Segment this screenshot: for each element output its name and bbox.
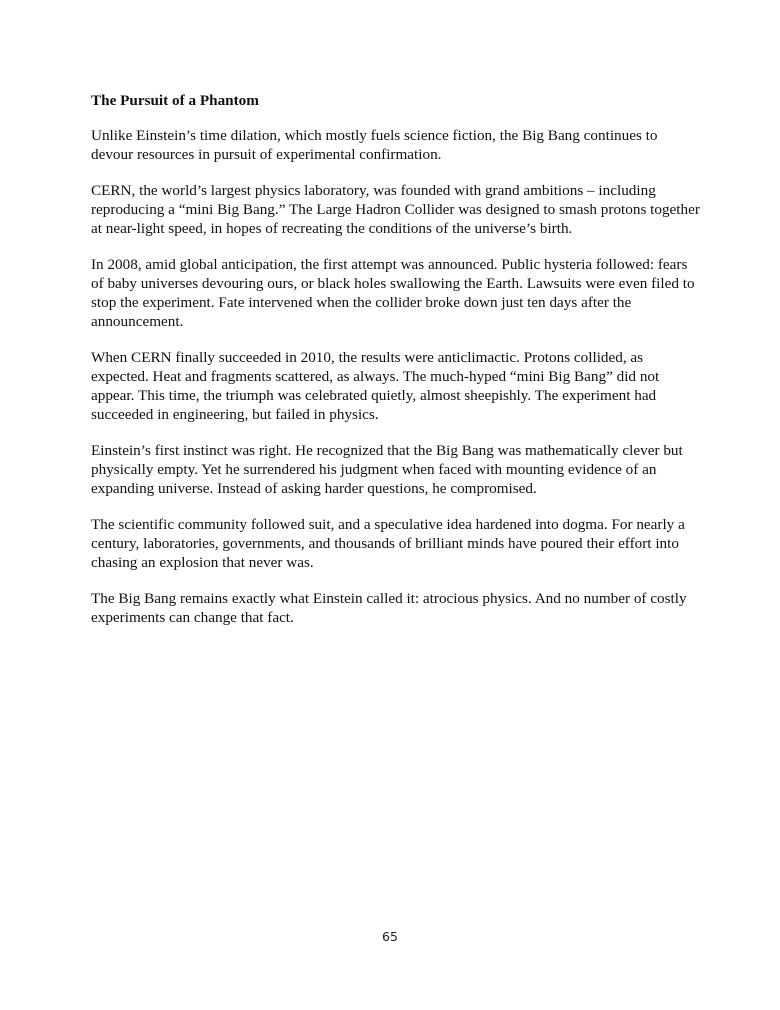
paragraph: In 2008, amid global anticipation, the first attempt was announced. Public hysteria followed: fears of baby universes devouring ours, or black holes swallowing the Earth. Lawsuits were even filed to stop the experiment. Fate intervened when the collider broke down just ten days after the announcement.: [91, 256, 695, 330]
paragraph: When CERN finally succeeded in 2010, the results were anticlimactic. Protons collided, as expected. Heat and fragments scattered, as always. The much-hyped “mini Big Bang” did not appear. This time, the triumph was celebrated quietly, almost sheepishly. The experiment had succeeded in engineering, but failed in physics.: [91, 349, 660, 423]
page-content: [91, 91, 703, 644]
paragraph: The Big Bang remains exactly what Einstein called it: atrocious physics. And no number of costly experiments can change that fact.: [91, 590, 687, 626]
page-number: 65: [382, 929, 398, 944]
paragraph: Unlike Einstein’s time dilation, which mostly fuels science fiction, the Big Bang continues to devour resources in pursuit of experimental confirmation.: [91, 127, 658, 163]
paragraph: The scientific community followed suit, and a speculative idea hardened into dogma. For nearly a century, laboratories, governments, and thousands of brilliant minds have poured their effort into chasing an explosion that never was.: [91, 516, 685, 571]
section-title: The Pursuit of a Phantom: [91, 92, 259, 109]
paragraph: Einstein’s first instinct was right. He recognized that the Big Bang was mathematically clever but physically empty. Yet he surrendered his judgment when faced with mounting evidence of an expanding universe. Instead of asking harder questions, he compromised.: [91, 442, 683, 497]
paragraph: CERN, the world’s largest physics laboratory, was founded with grand ambitions – including reproducing a “mini Big Bang.” The Large Hadron Collider was designed to smash protons together at near-light speed, in hopes of recreating the conditions of the universe’s birth.: [91, 182, 700, 237]
